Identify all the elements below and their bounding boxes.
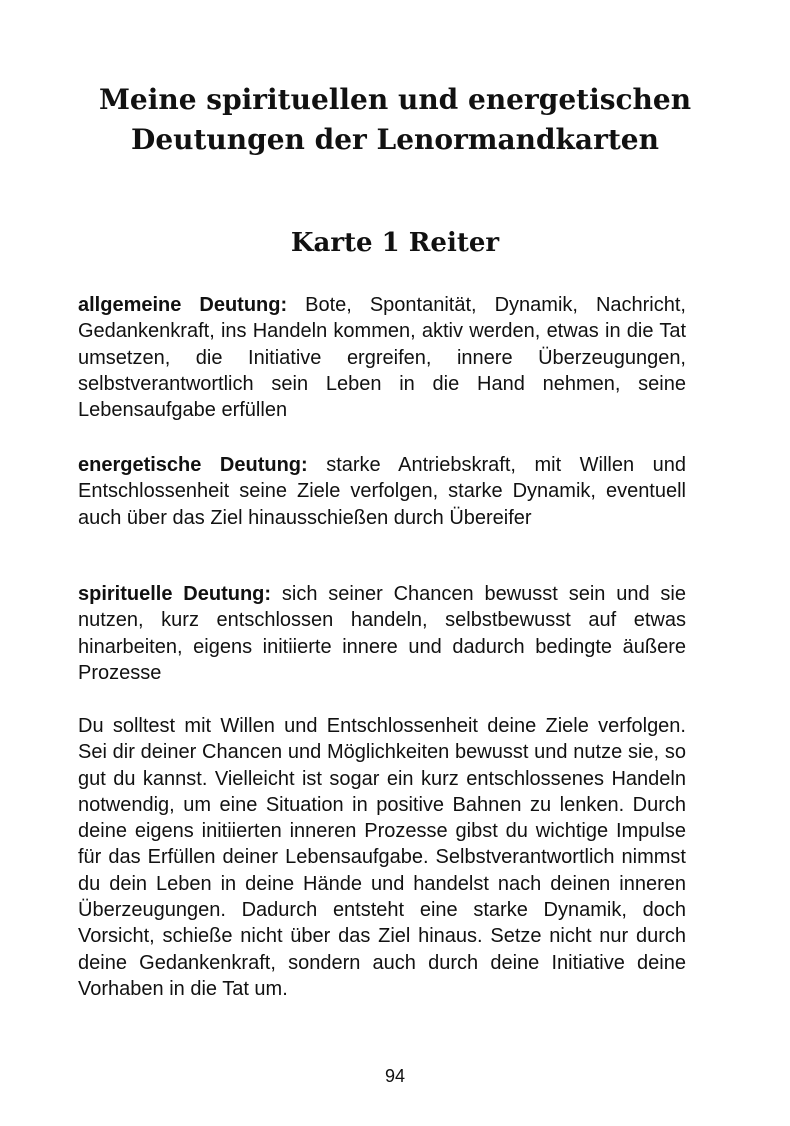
page-title [40,80,750,160]
energetic-interpretation-text: starke Antriebskraft, mit Willen und Entschlossenheit seine Ziele verfolgen, starke Dynamik, eventuell auch über das Ziel hinausschießen durch Übereifer [78,454,687,529]
spiritual-interpretation-text: sich seiner Chancen bewusst sein und sie nutzen, kurz entschlossen handeln, selbstbewusst auf etwas hinarbeiten, eigens initiierte innere und dadurch bedingte äußere Prozesse [78,583,686,684]
general-interpretation-paragraph [78,292,686,423]
general-interpretation-text: Bote, Spontanität, Dynamik, Nachricht, Gedankenkraft, ins Handeln kommen, aktiv werden, etwas in die Tat umsetzen, die Initiative ergreifen, innere Überzeugungen, selbstverantwortlich sein Leben in die Hand nehmen, seine Lebensaufgabe erfüllen [78,294,686,422]
general-interpretation-label: allgemeine Deutung: [78,294,288,316]
page-number: 94 [384,1066,406,1086]
title-line-1: Meine spirituellen und energetischen [98,83,692,116]
spiritual-interpretation-label: spirituelle Deutung: [78,583,272,605]
card-heading: Karte 1 Reiter [290,228,500,258]
closing-paragraph: Du solltest mit Willen und Entschlossenheit deine Ziele verfolgen. Sei dir deiner Chancen und Möglichkeiten bewusst und nutze sie, so gut du kannst. Vielleicht ist sogar ein kurz entschlossenes Handeln notwendig, um eine Situation in positive Bahnen zu lenken. Durch deine eigens initiierten inneren Prozesse gibst du wichtige Impulse für das Erfüllen deiner Lebensaufgabe. Selbstverantwortlich nimmst du dein Leben in deine Hände und handelst nach deinen inneren Überzeugungen. Dadurch entsteht eine starke Dynamik, doch Vorsicht, schieße nicht über das Ziel hinaus. Setze nicht nur durch deine Gedankenkraft, sondern auch durch deine Initiative deine Vorhaben in die Tat um. [78,715,686,1000]
spiritual-interpretation-paragraph [78,581,686,686]
energetic-interpretation-paragraph [78,452,686,531]
title-line-2: Deutungen der Lenormandkarten [131,123,659,156]
energetic-interpretation-label: energetische Deutung: [78,454,308,476]
